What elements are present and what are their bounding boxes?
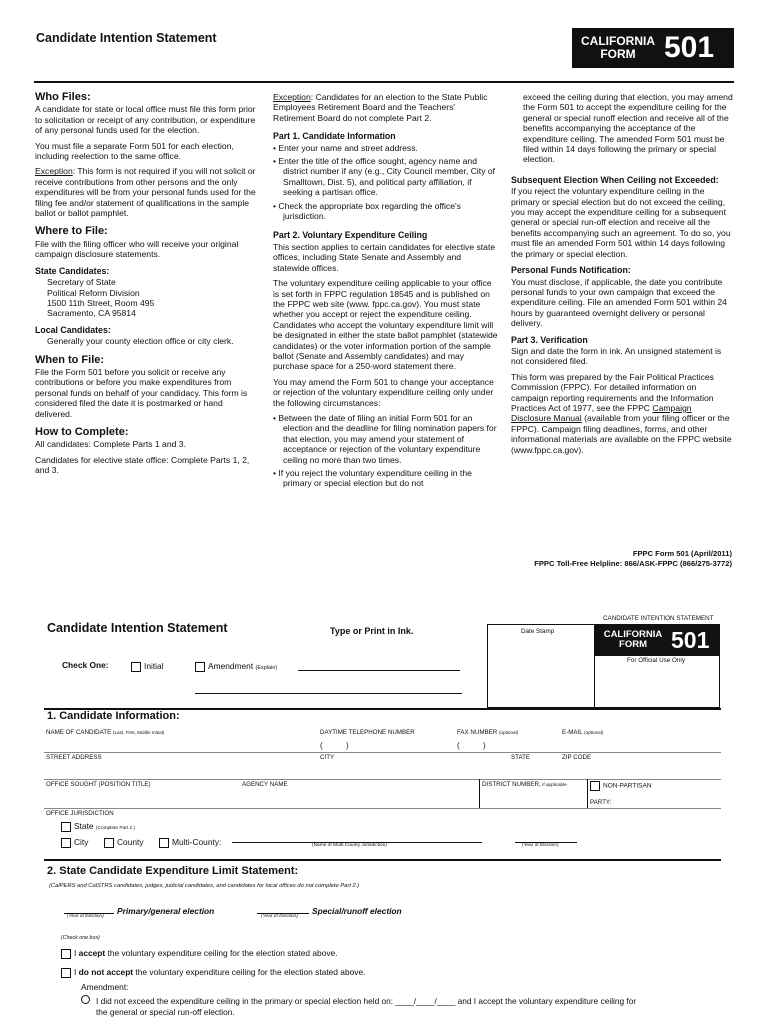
where-heading: Where to File: [35, 225, 108, 238]
row-divider [44, 779, 721, 780]
part1-bullet: • Enter the title of the office sought, agency name and district number if any (e.g., City Council member, City of Smalltown, Dist. 5), and political party affiliation, if seeking a partisan office. [273, 156, 496, 198]
amendment-explain-line-2[interactable] [195, 693, 462, 694]
badge-number: 501 [671, 626, 710, 653]
accept-checkbox[interactable] [61, 949, 71, 959]
form-501-badge-small [595, 624, 720, 656]
part2-bullet: • If you reject the voluntary expenditure ceiling in the primary or special election but do not [273, 468, 472, 489]
nonpartisan-checkbox[interactable] [590, 781, 600, 791]
primary-year-hint: (Year of Election) [67, 914, 104, 919]
amend-text-line-1: I did not exceed the expenditure ceiling in the primary or special election held on: ____/____/____ and I accept the voluntary expenditure ceiling for [96, 996, 637, 1006]
party-label: PARTY: [590, 799, 612, 806]
city-label: CITY [320, 754, 335, 761]
amendment-checkbox[interactable] [195, 662, 205, 672]
email-label [562, 729, 603, 736]
part1-heading: Part 1. Candidate Information [273, 131, 396, 142]
fppc-helpline: FPPC Toll-Free Helpline: 866/ASK-FPPC (866/275-3772) [534, 559, 732, 568]
state-jurisdiction-option[interactable] [61, 821, 135, 832]
email-optional: (optional) [584, 730, 604, 735]
county-checkbox[interactable] [104, 838, 114, 848]
phone-paren-close: ) [346, 741, 349, 750]
exception-label: Exception [35, 166, 73, 177]
col3-continuation: exceed the ceiling during that election, you may amend the Form 501 to accept the expenditure ceiling for the general or special runoff election and receive all of the benefits accompanying the acceptance of the expenditure ceiling. The amended Form 501 must be filed within 14 days following the primary or special election. [523, 92, 733, 165]
part2-bullet-text: Between the date of filing an initial Form 501 for an election and the deadline for filing nomination papers for that election, you may amend your statement of acceptance or rejection of the voluntary expenditure ceiling no more than two times. [278, 412, 497, 465]
state-addr-line: 1500 11th Street, Room 495 [47, 297, 155, 308]
form-title: Candidate Intention Statement [47, 621, 228, 635]
part1-bullet: • Enter your name and street address. [273, 142, 418, 153]
exception-text-2: : Candidates for an election to the State Public Employees Retirement Board and the Teachers' Retirement Board do not complete Part 2. [273, 92, 488, 123]
nonpartisan-label: NON-PARTISAN [603, 782, 652, 790]
prepared-text-a: This form was prepared by the Fair Political Practices Commission (FPPC). For detailed information on campaign reporting requirements and the Information Practices Act of 1977, see the FPPC [511, 371, 714, 413]
special-runoff-label: Special/runoff election [312, 906, 402, 916]
part1-bullet-text: Enter the title of the office sought, agency name and district number if any (e.g., City Council member, City of Smalltown, Dist. 5), and political party affiliation, if seeking a partisan office. [278, 156, 496, 198]
name-label-text: NAME OF CANDIDATE [46, 729, 112, 736]
part3-text: Sign and date the form in ink. An unsigned statement is not considered filed. [511, 345, 722, 367]
city-option-label: City [74, 837, 89, 847]
exception-label-2: Exception [273, 92, 311, 102]
section-1-heading: 1. Candidate Information: [47, 710, 180, 722]
city-jurisdiction-option[interactable] [61, 837, 88, 848]
fax-label-text: FAX NUMBER [457, 729, 498, 736]
row-divider [44, 752, 721, 753]
part2-p1: This section applies to certain candidates for elective state offices, including State Senate and Assembly and statewide offices. [273, 241, 496, 273]
amendment-option[interactable] [195, 661, 277, 672]
how-p2: Candidates for elective state office: Complete Parts 1, 2, and 3. [35, 454, 250, 476]
county-option-label: County [117, 837, 144, 847]
name-label [46, 729, 164, 736]
state-option-label: State [74, 821, 94, 831]
office-sought-label: OFFICE SOUGHT (POSITION TITLE) [46, 781, 151, 788]
check-one-box-hint: (Check one box) [61, 935, 100, 941]
state-label: STATE [511, 754, 531, 761]
part1-bullet-text: Check the appropriate box regarding the office's jurisdiction. [278, 200, 461, 222]
how-heading: How to Complete: [35, 425, 129, 438]
state-addr-line: Political Reform Division [47, 287, 140, 298]
reject-pre: I [74, 967, 79, 977]
fppc-footer [534, 549, 732, 569]
city-checkbox[interactable] [61, 838, 71, 848]
badge-california: CALIFORNIA [581, 34, 655, 49]
form-501-badge [572, 28, 734, 68]
instructions-column-3 [511, 92, 733, 460]
badge-form: FORM [619, 639, 647, 650]
local-text: Generally your county election office or city clerk. [47, 336, 234, 347]
date-stamp-label: Date Stamp [521, 628, 555, 635]
county-jurisdiction-option[interactable] [104, 837, 144, 848]
instructions-column-2 [273, 92, 498, 489]
primary-general-label: Primary/general election [117, 906, 215, 916]
accept-post: the voluntary expenditure ceiling for the election stated above. [105, 948, 338, 958]
personal-funds-heading: Personal Funds Notification: [511, 265, 631, 276]
disclosure-manual-link[interactable]: Campaign Disclosure Manual [511, 402, 692, 424]
phone-label: DAYTIME TELEPHONE NUMBER [320, 729, 415, 736]
district-divider [479, 779, 480, 809]
accept-bold: accept [78, 948, 106, 958]
amendment-label: Amendment [208, 661, 254, 671]
who-files-p1: A candidate for state or local office must file this form prior to solicitation or receipt of any contribution, or expenditure of any personal funds used for the election. [35, 104, 256, 136]
badge-number: 501 [664, 31, 715, 64]
year-of-election-hint: (Year of Election) [522, 843, 559, 848]
part1-bullet: • Check the appropriate box regarding the office's jurisdiction. [273, 200, 461, 222]
who-files-p2: You must file a separate Form 501 for each election, including reelection to the same office. [35, 140, 234, 162]
multicounty-jurisdiction-option[interactable] [159, 837, 221, 848]
agency-name-label: AGENCY NAME [242, 781, 288, 788]
how-p1: All candidates: Complete Parts 1 and 3. [35, 439, 186, 450]
amendment-section-label: Amendment: [81, 982, 129, 992]
state-addr-line: Sacramento, CA 95814 [47, 308, 136, 319]
section-2-heading: 2. State Candidate Expenditure Limit Statement: [47, 865, 299, 877]
header-rule [34, 81, 734, 83]
fppc-form-version: FPPC Form 501 (April/2011) [632, 549, 732, 558]
reject-bold: do not accept [78, 967, 134, 977]
fax-paren-close: ) [483, 741, 486, 750]
accept-pre: I [74, 948, 79, 958]
prepared-text-b: (available from your filing officer or the FPPC). Campaign filing deadlines, forms, and other informational materials are available on the FPPC website (www.fppc.ca.gov). [511, 413, 732, 455]
initial-label: Initial [144, 661, 164, 671]
reject-checkbox[interactable] [61, 968, 71, 978]
when-text: File the Form 501 before you solicit or receive any contributions or before you make expenditures from personal funds on behalf of your candidacy. This form is considered filed the date it is postmarked or hand delivered. [35, 366, 248, 419]
check-one-label: Check One: [62, 660, 109, 670]
amend-radio[interactable] [81, 995, 90, 1004]
when-heading: When to File: [35, 353, 105, 366]
section-2-note: (CalPERS and CalSTRS candidates, judges, judicial candidates, and candidates for local offices do not complete Part 2.) [49, 883, 360, 889]
prepared-by-text [511, 372, 733, 455]
state-addr-line: Secretary of State [47, 277, 116, 288]
row-divider [44, 808, 721, 809]
explain-hint: (Explain) [255, 665, 278, 671]
exception-paragraph-2 [273, 92, 498, 123]
street-label: STREET ADDRESS [46, 754, 102, 761]
multicounty-checkbox[interactable] [159, 838, 169, 848]
multicounty-hint: (Name of Multi-County Jurisdiction) [312, 843, 387, 848]
fax-label [457, 729, 518, 736]
exception-text: : This form is not required if you will not solicit or receive contributions from other persons and the only expenditures will be from your personal funds used for the filing fee and/or statement of qualifications in the sample ballot or ballot pamphlet. [35, 166, 256, 219]
type-or-print: Type or Print in Ink. [330, 626, 414, 636]
part2-heading: Part 2. Voluntary Expenditure Ceiling [273, 230, 428, 241]
district-label [482, 781, 567, 788]
state-candidates-heading: State Candidates: [35, 265, 110, 276]
state-checkbox[interactable] [61, 822, 71, 832]
form-top-label: CANDIDATE INTENTION STATEMENT [603, 615, 714, 622]
part1-bullet-text: Enter your name and street address. [278, 142, 418, 153]
section-rule [44, 859, 721, 861]
special-year-hint: (Year of Election) [261, 914, 298, 919]
who-files-heading: Who Files: [35, 91, 91, 103]
amendment-explain-line-1[interactable] [298, 670, 460, 671]
part2-bullet-text: If you reject the voluntary expenditure ceiling in the primary or special election but do not [278, 468, 472, 489]
jurisdiction-label: OFFICE JURISDICTION [46, 810, 114, 817]
fax-paren-open: ( [457, 741, 460, 750]
personal-funds-text: You must disclose, if applicable, the date you contribute personal funds to your own campaign that exceed the expenditure ceiling. File an amended Form 501 within 24 hours by guaranteed overnight delivery or personal delivery. [511, 276, 727, 329]
name-hint: (Last, First, Middle Initial) [112, 730, 165, 735]
state-address [35, 277, 259, 319]
subsequent-heading: Subsequent Election When Ceiling not Exceeded: [511, 174, 719, 185]
part2-p2: The voluntary expenditure ceiling applicable to your office is set forth in FPPC regulation 18545 and is published on the FPPC web site (www. fppc.ca.gov). You must state whether you accept or reject the expenditure ceiling. Candidates who accept the voluntary expenditure limit will be designated in either the state ballot pamphlet (statewide candidates) or the voter information portion of the sample ballot (Senate and Assembly candidates) and may purchase space for a 250-word statement there. [273, 278, 498, 372]
part3-heading: Part 3. Verification [511, 334, 588, 345]
nonpartisan-option[interactable] [590, 781, 652, 791]
fax-optional: (optional) [498, 730, 519, 735]
initial-option[interactable] [131, 661, 164, 672]
amend-text-line-2: the general or special run-off election. [96, 1007, 235, 1017]
initial-checkbox[interactable] [131, 662, 141, 672]
where-text: File with the filing officer who will receive your original campaign disclosure statements. [35, 238, 239, 260]
zip-label: ZIP CODE [562, 754, 592, 761]
subsequent-text: If you reject the voluntary expenditure ceiling in the primary or special election but do not exceed the ceiling, you may accept the expenditure ceiling for a subsequent general or special run-off election and receive all the benefits accompanying such an agreement. To do so, you must file an amended Form 501 within 14 days following the primary or special election. [511, 186, 731, 259]
party-divider [587, 779, 588, 809]
district-if-applicable: if applicable [542, 782, 567, 787]
accept-option[interactable] [61, 948, 338, 959]
badge-form: FORM [600, 47, 636, 61]
part2-bullet: • Between the date of filing an initial Form 501 for an election and the deadline for filing nomination papers for that election, you may amend your statement of acceptance or rejection of the voluntary expenditure ceiling no more than two times. [273, 412, 497, 465]
instructions-column-1 [35, 92, 259, 481]
district-label-text: DISTRICT NUMBER, [482, 781, 541, 788]
complete-part2-hint: (Complete Part 2.) [95, 826, 136, 831]
part2-p3: You may amend the Form 501 to change your acceptance or rejection of the voluntary expenditure ceiling only under the following circumstances: [273, 376, 494, 408]
official-use-label: For Official Use Only [627, 657, 685, 664]
email-label-text: E-MAIL [562, 729, 583, 736]
exception-paragraph [35, 166, 259, 218]
reject-post: the voluntary expenditure ceiling for the election stated above. [133, 967, 366, 977]
badge-california: CALIFORNIA [603, 629, 663, 641]
phone-paren-open: ( [320, 741, 323, 750]
page-title: Candidate Intention Statement [36, 31, 217, 45]
local-candidates-heading: Local Candidates: [35, 324, 111, 335]
multicounty-option-label: Multi-County: [172, 837, 222, 847]
reject-option[interactable] [61, 967, 365, 978]
